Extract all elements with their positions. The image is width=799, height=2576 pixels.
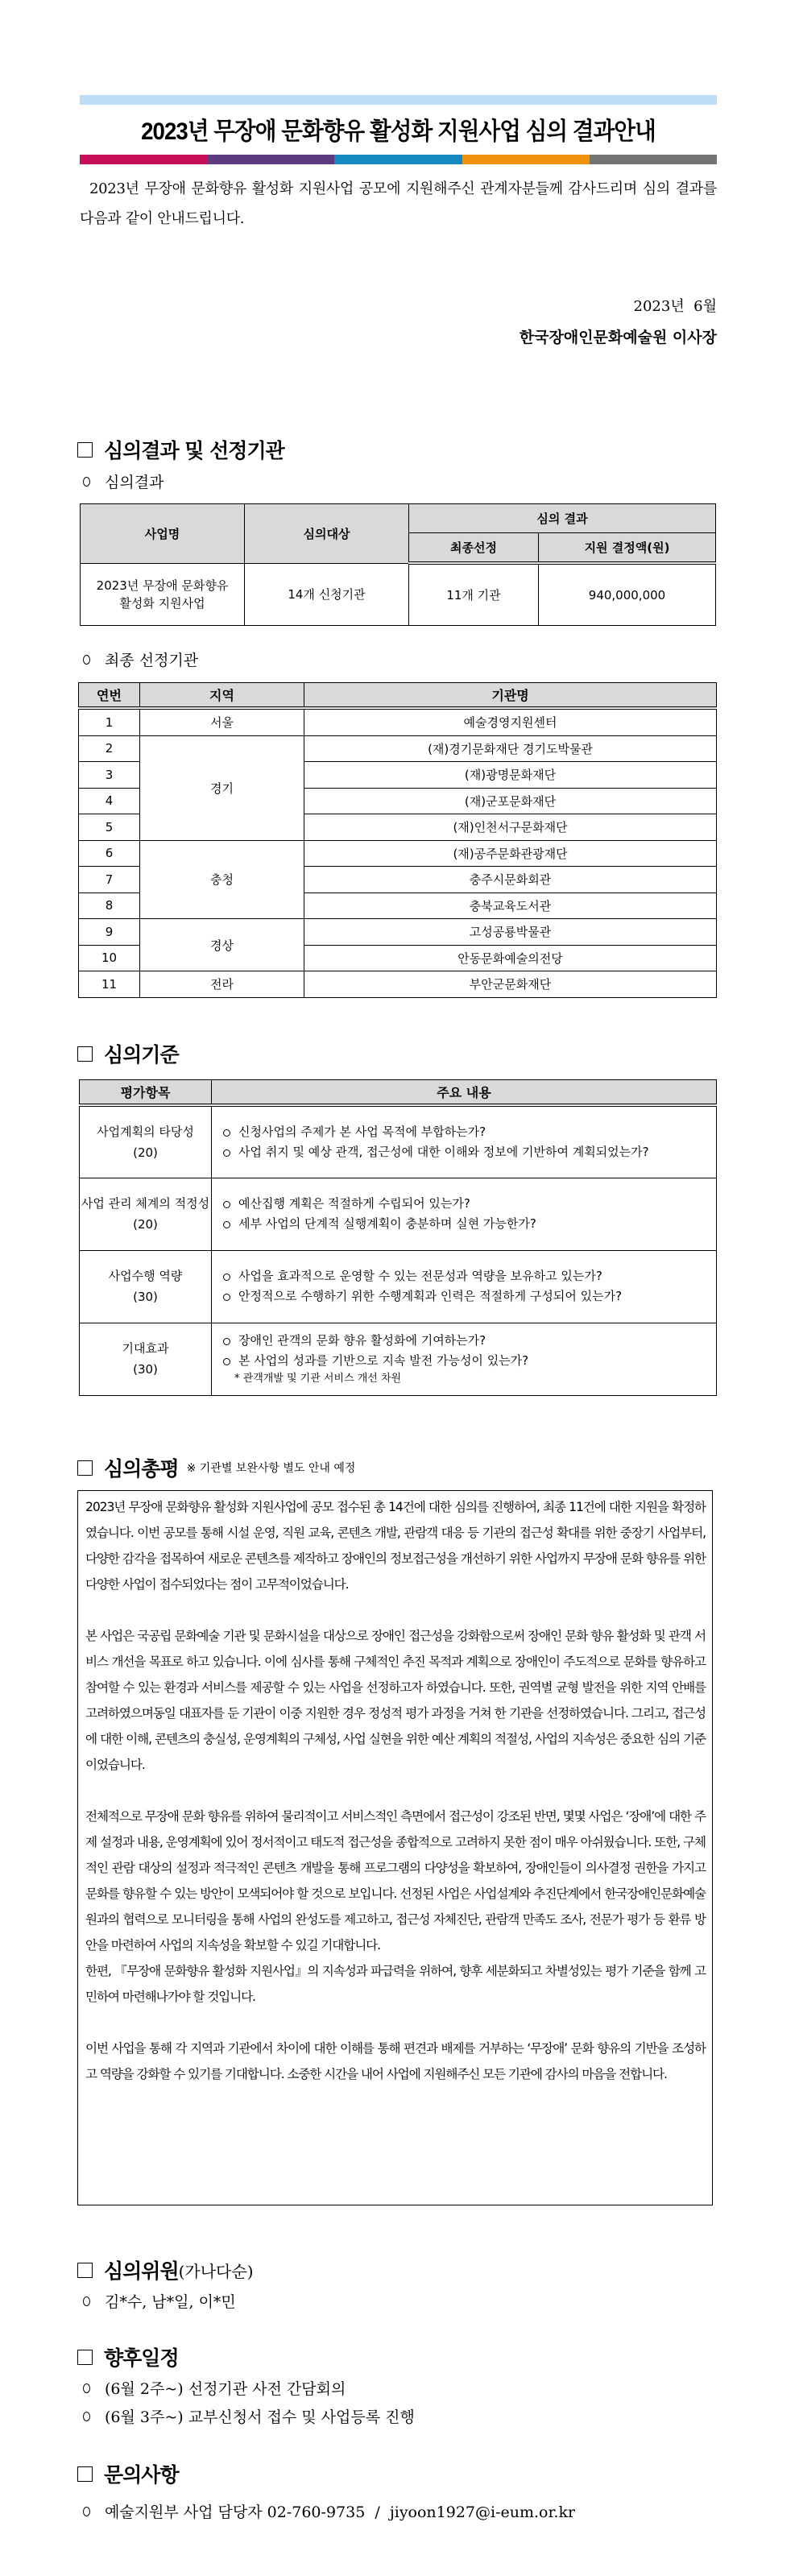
section-title: 심의기준 (104, 1043, 179, 1066)
col-header-org: 기관명 (304, 683, 717, 709)
section-note: ※ 기관별 보완사항 별도 안내 예정 (186, 1462, 356, 1475)
col-header-amount: 지원 결정액(원) (539, 533, 716, 564)
section-title: 문의사항 (104, 2463, 179, 2487)
circle-bullet-icon (223, 1338, 230, 1345)
criteria-item (80, 1178, 212, 1250)
cell-no: 9 (79, 919, 140, 946)
committee-members (83, 2290, 236, 2312)
criteria-item (80, 1250, 212, 1323)
table-row (79, 971, 717, 998)
results-table (80, 503, 716, 626)
table-row (80, 1323, 717, 1395)
criteria-line-text: 안정적으로 수행하기 위한 수행계획과 인력은 적절하게 구성되어 있는가? (238, 1289, 623, 1303)
criteria-item-name: 기대효과 (122, 1341, 169, 1356)
title-color-bar (80, 155, 717, 164)
cell-amount: 940,000,000 (539, 563, 716, 626)
schedule-text: (6월 3주~) 교부신청서 접수 및 사업등록 진행 (105, 2408, 415, 2426)
criteria-item (80, 1323, 212, 1395)
cell-target: 14개 신청기관 (245, 563, 409, 626)
cell-no: 5 (79, 814, 140, 841)
review-paragraph: 한편, 『무장애 문화향유 활성화 지원사업』의 지속성과 파급력을 위하여, 향후 세분화되고 차별성있는 평가 기준을 함께 고민하여 마련해나가야 할 것입니다. (85, 1964, 706, 2004)
criteria-content (212, 1250, 717, 1323)
cell-org: 충주시문화회관 (304, 867, 717, 893)
circle-bullet-icon (223, 1201, 230, 1208)
criteria-content (212, 1178, 717, 1250)
cell-org: 예술경영지원센터 (304, 708, 717, 735)
criteria-content (212, 1323, 717, 1395)
color-segment (590, 155, 717, 164)
color-segment (462, 155, 590, 164)
circle-bullet-icon (83, 655, 90, 665)
table-row (81, 563, 716, 626)
col-header-project: 사업명 (81, 504, 245, 564)
square-bullet-icon (77, 2350, 93, 2365)
col-header-final: 최종선정 (409, 533, 539, 564)
section-title: 심의결과 및 선정기관 (104, 439, 284, 462)
cell-region: 전라 (140, 971, 304, 998)
project-line: 활성화 지원사업 (119, 595, 205, 611)
col-header-item: 평가항목 (80, 1080, 212, 1106)
circle-bullet-icon (223, 1358, 230, 1365)
col-header-result: 심의 결과 (409, 504, 716, 533)
criteria-score: (20) (133, 1145, 158, 1160)
title-top-bar (80, 95, 717, 105)
table-row (80, 1178, 717, 1250)
criteria-table (79, 1079, 717, 1396)
cell-final: 11개 기관 (409, 563, 539, 626)
schedule-item (83, 2377, 346, 2399)
section-title: 심의위원 (104, 2259, 179, 2283)
contact-info (83, 2500, 575, 2522)
square-bullet-icon (77, 2466, 93, 2482)
cell-org: (재)군포문화재단 (304, 788, 717, 814)
col-header-content: 주요 내용 (212, 1080, 717, 1106)
criteria-line-text: 본 사업의 성과를 기반으로 지속 발전 가능성이 있는가? (238, 1353, 529, 1368)
cell-org: 부안군문화재단 (304, 971, 717, 998)
criteria-line-text: 신청사업의 주제가 본 사업 목적에 부합하는가? (238, 1124, 486, 1139)
square-bullet-icon (77, 442, 93, 458)
section-title: 향후일정 (104, 2346, 179, 2370)
section-results-heading (77, 435, 284, 464)
schedule-text: (6월 2주~) 선정기관 사전 간담회의 (105, 2380, 346, 2398)
criteria-line (223, 1266, 708, 1286)
section-contact-heading (77, 2459, 179, 2488)
color-segment (334, 155, 462, 164)
table-row (80, 1105, 717, 1178)
criteria-line-text: 사업을 효과적으로 운영할 수 있는 전문성과 역량을 보유하고 있는가? (238, 1269, 602, 1283)
cell-org: (재)공주문화관광재단 (304, 840, 717, 867)
intro-text: 2023년 무장애 문화향유 활성화 지원사업 공모에 지원해주신 관계자분들께 감사드리며 심의 결과를 다음과 같이 안내드립니다. (80, 180, 717, 227)
criteria-item-name: 사업수행 역량 (108, 1269, 183, 1283)
criteria-line (223, 1351, 708, 1371)
cell-no: 4 (79, 788, 140, 814)
selected-orgs-table (78, 682, 717, 998)
schedule-item (83, 2405, 415, 2427)
circle-bullet-icon (223, 1221, 230, 1228)
issue-date: 2023년 6월 (633, 298, 717, 315)
circle-bullet-icon (223, 1274, 230, 1281)
section-review-heading (77, 1453, 355, 1482)
review-paragraph: 본 사업은 국공립 문화예술 기관 및 문화시설을 대상으로 장애인 접근성을 강화함으로써 장애인 문화 향유 활성화 및 관객 서비스 개선을 목표로 하고 있습니다. 이에 심사를 통해 구체적인 추진 목적과 계획으로 장애인이 주도적으로 문화를 향유하고 참여할 수 있는 환경과 서비스를 제공할 수 있는 사업을 선정하고자 하였습니다. 또한, 권역별 균형 발전을 위한 지역 안배를 고려하였으며동일 대표자를 둔 기관이 이중 지원한 경우 정성적 평가 과정을 거쳐 한 기관을 선정하였습니다. 그리고, 접근성에 대한 이해, 콘텐츠의 충실성, 운영계획의 구체성, 사업 실현을 위한 예산 계획의 적절성, 사업의 지속성은 중요한 심의 기준이었습니다. (85, 1629, 706, 1772)
cell-no: 1 (79, 708, 140, 735)
section-committee-heading (77, 2255, 254, 2284)
criteria-line (223, 1122, 708, 1142)
cell-project (81, 563, 245, 626)
circle-bullet-icon (83, 2383, 90, 2393)
color-segment (80, 155, 207, 164)
cell-no: 11 (79, 971, 140, 998)
cell-no: 10 (79, 945, 140, 971)
criteria-line-text: 세부 사업의 단계적 실행계획이 충분하며 실현 가능한가? (238, 1216, 536, 1231)
circle-bullet-icon (83, 2412, 90, 2421)
cell-region: 경기 (140, 735, 304, 840)
cell-no: 6 (79, 840, 140, 867)
cell-org: (재)인천서구문화재단 (304, 814, 717, 841)
review-paragraph: 전체적으로 무장애 문화 향유를 위하여 물리적이고 서비스적인 측면에서 접근성이 강조된 반면, 몇몇 사업은 ‘장애’에 대한 주제 설정과 내용, 운영계획에 있어 정서적이고 태도적 접근성을 종합적으로 고려하지 못한 점이 매우 아쉬웠습니다. 또한, 구체적인 관람 대상의 설정과 적극적인 콘텐츠 개발을 통해 프로그램의 다양성을 확보하여, 장애인들이 의사결정 권한을 가지고 문화를 향유할 수 있는 방안이 모색되어야 할 것으로 보입니다. 선정된 사업은 사업설계와 추진단계에서 한국장애인문화예술원과의 협력으로 모니터링을 통해 사업의 완성도를 제고하고, 접근성 자체진단, 관람객 만족도 조사, 전문가 평가 등 환류 방안을 마련하여 사업의 지속성을 확보할 수 있길 기대합니다. (85, 1809, 706, 1953)
criteria-score: (30) (133, 1362, 158, 1377)
section-schedule-heading (77, 2342, 179, 2371)
criteria-score: (30) (133, 1290, 158, 1304)
criteria-content (212, 1105, 717, 1178)
cell-region: 경상 (140, 919, 304, 971)
page-title: 2023년 무장애 문화향유 활성화 지원사업 심의 결과안내 (141, 118, 656, 145)
criteria-line (223, 1214, 708, 1234)
color-segment (207, 155, 334, 164)
circle-bullet-icon (83, 2296, 90, 2306)
criteria-line (223, 1331, 708, 1351)
circle-bullet-icon (223, 1129, 230, 1137)
sub-heading-results (83, 470, 164, 492)
criteria-line-text: 예산집행 계획은 적절하게 수립되어 있는가? (238, 1196, 470, 1211)
square-bullet-icon (77, 2263, 93, 2278)
col-header-no: 연번 (79, 683, 140, 709)
criteria-note: * 관객개발 및 기관 서비스 개선 차원 (234, 1373, 402, 1385)
criteria-item (80, 1105, 212, 1178)
section-title: 심의총평 (104, 1457, 179, 1481)
cell-org: 고성공룡박물관 (304, 919, 717, 946)
project-line: 2023년 무장애 문화향유 (96, 578, 229, 593)
review-box (77, 1490, 713, 2205)
review-paragraph: 이번 사업을 통해 각 지역과 기관에서 차이에 대한 이해를 통해 편견과 배제를 거부하는 ‘무장애’ 문화 향유의 기반을 조성하고 역량을 강화할 수 있기를 기대합니다. 소중한 시간을 내어 사업에 지원해주신 모든 기관에 감사의 마음을 전합니다. (85, 2041, 706, 2081)
criteria-item-name: 사업 관리 체계의 적정성 (81, 1196, 210, 1211)
cell-org: 안동문화예술의전당 (304, 945, 717, 971)
cell-region: 충청 (140, 840, 304, 919)
signer: 한국장애인문화예술원 이사장 (519, 329, 717, 346)
contact-text: 예술지원부 사업 담당자 02-760-9735 / jiyoon1927@i-eum.or.kr (105, 2504, 576, 2521)
cell-no: 8 (79, 892, 140, 919)
sub-heading-text: 심의결과 (105, 474, 164, 491)
col-header-target: 심의대상 (245, 504, 409, 564)
members-text: 김*수, 남*일, 이*민 (105, 2293, 236, 2311)
cell-org: (재)광명문화재단 (304, 762, 717, 789)
criteria-line (223, 1194, 708, 1214)
circle-bullet-icon (83, 2507, 90, 2516)
table-row (79, 840, 717, 867)
circle-bullet-icon (223, 1149, 230, 1157)
criteria-item-name: 사업계획의 타당성 (97, 1124, 194, 1139)
cell-no: 3 (79, 762, 140, 789)
cell-org: (재)경기문화재단 경기도박물관 (304, 735, 717, 762)
cell-no: 7 (79, 867, 140, 893)
table-row (79, 708, 717, 735)
circle-bullet-icon (223, 1294, 230, 1301)
cell-org: 충북교육도서관 (304, 892, 717, 919)
review-paragraph: 2023년 무장애 문화향유 활성화 지원사업에 공모 접수된 총 14건에 대한 심의를 진행하여, 최종 11건에 대한 지원을 확정하였습니다. 이번 공모를 통해 시설 운영, 직원 교육, 콘텐츠 개발, 관람객 대응 등 기관의 접근성 확대를 위한 중장기 사업부터, 다양한 감각을 접목하여 새로운 콘텐츠를 제작하고 장애인의 정보접근성을 개선하기 위한 사업까지 무장애 문화 향유를 위한 다양한 사업이 접수되었다는 점이 고무적이었습니다. (85, 1500, 706, 1592)
square-bullet-icon (77, 1460, 93, 1476)
cell-no: 2 (79, 735, 140, 762)
criteria-line (223, 1286, 708, 1307)
circle-bullet-icon (83, 477, 90, 487)
table-row (80, 1250, 717, 1323)
criteria-line-text: 사업 취지 및 예상 관객, 접근성에 대한 이해와 정보에 기반하여 계획되었는가? (238, 1144, 649, 1159)
cell-region: 서울 (140, 708, 304, 735)
square-bullet-icon (77, 1046, 93, 1062)
section-title-suffix: (가나다순) (178, 2261, 254, 2281)
sub-heading-text: 최종 선정기관 (105, 652, 199, 669)
table-row (79, 735, 717, 762)
criteria-line-text: 장애인 관객의 문화 향유 활성화에 기여하는가? (238, 1333, 486, 1348)
col-header-region: 지역 (140, 683, 304, 709)
criteria-line (223, 1142, 708, 1162)
table-row (79, 919, 717, 946)
section-criteria-heading (77, 1039, 179, 1068)
criteria-score: (20) (133, 1217, 158, 1232)
sub-heading-selected (83, 648, 198, 670)
